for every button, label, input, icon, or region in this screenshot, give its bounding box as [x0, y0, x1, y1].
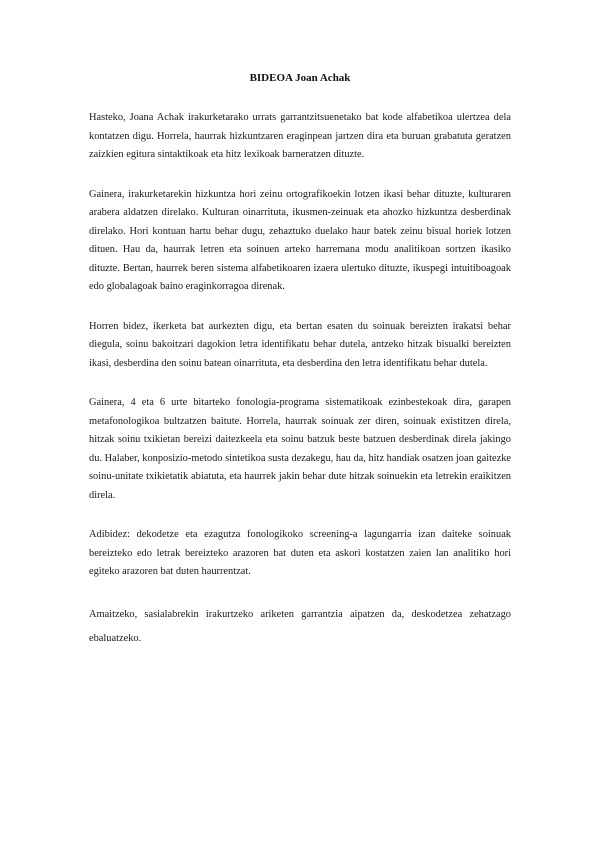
- paragraph-conclusion: Amaitzeko, sasialabrekin irakurtzeko ariketen garrantzia aipatzen da, deskodetzea zehatzago ebaluatzeko.: [89, 608, 511, 644]
- document-body: [89, 109, 511, 672]
- paragraph-intro: Hasteko, Joana Achak irakurketarako urrats garrantzitsuenetako bat kode alfabetikoa ulertzea dela kontatzen digu. Horrela, haurrak hizkuntzaren eraginpean jartzen dira eta buruan grabatuta geratzen zaizkien egitura sintaktikoak eta hitz lexikoak barneratzen dituzte.: [89, 112, 511, 160]
- paragraph-research: Horren bidez, ikerketa bat aurkezten digu, eta bertan esaten du soinuak bereizten irakatsi behar diegula, soinu bakoitzari dagokion letra identifikatu behar dutela, antzeko hitzak bisualki bereizten ikasi, desberdina den soinu batean oinarrituta, eta desberdina den letra identifikatu behar dutela.: [89, 320, 511, 369]
- paragraph-screening: Adibidez: dekodetze eta ezagutza fonologikoko screening-a lagungarria izan daiteke soinuak bereizteko edo letrak bereizteko arazoren bat duten eta askori kostatzen zaien lan analitiko hori egiteko arazoren bat duten haurrentzat.: [89, 529, 511, 577]
- paragraph-phonology-programs: Gainera, 4 eta 6 urte bitarteko fonologia-programa sistematikoak ezinbestekoak dira, garapen metafonologikoa bultzatzen baitute. Horrela, haurrak soinuak zer diren, soinuak existitzen direla, hitzak soinu txikietan bereizi daitezkeela eta soinu batzuk beste batzuen desberdinak direla jakingo du. Halaber, konposizio-metodo sintetikoa susta dezakegu, hau da, hitz handiak osatzen joan gaitezke soinu-unitate txikietatik abiatuta, eta haurrek jakin behar dute hitzak soinuekin eta letrekin eraikitzen direla.: [89, 397, 511, 501]
- paragraph-orthographic-signs: Gainera, irakurketarekin hizkuntza hori zeinu ortografikoekin lotzen ikasi behar dituzte, kulturaren arabera aldatzen direlako. Kulturan oinarrituta, ikusmen-zeinuak eta ahozko hizkuntza desberdinak direlako. Hori kontuan hartu behar dugu, zehaztuko duelako haur batek zeinu bisual horiek lotzen dituen. Hau da, haurrak letren eta soinuen arteko harremana modu analitikoan sortzen ikasiko dituzte. Bertan, haurrek beren sistema alfabetikoaren izaera ulertuko dituzte, ikuspegi intuitiboagoak edo globalagoak baino eraginkorragoa direnak.: [89, 188, 511, 292]
- document-title: BIDEOA Joan Achak: [249, 72, 351, 84]
